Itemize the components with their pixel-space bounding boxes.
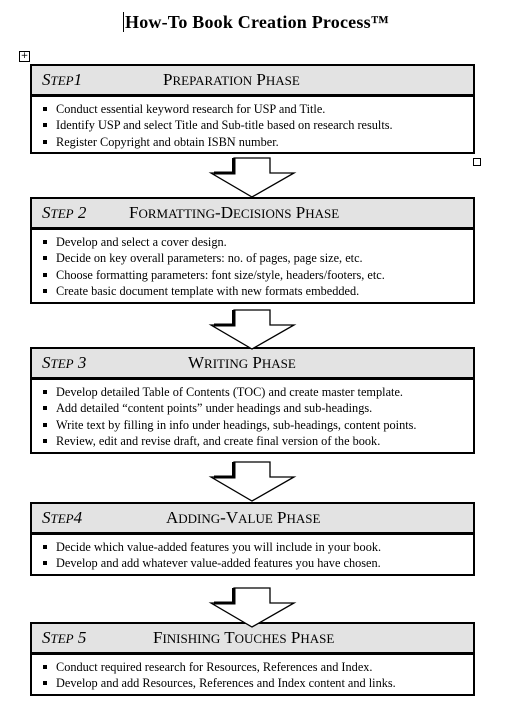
step-1	[30, 64, 475, 154]
step-body	[30, 96, 475, 154]
step-5	[30, 622, 475, 696]
bullet-list	[41, 101, 464, 150]
phase-title: FORMATTING-DECISIONS PHASE	[129, 203, 340, 222]
step-body	[30, 654, 475, 696]
step-2	[30, 197, 475, 304]
table-move-handle-icon[interactable]: +	[20, 51, 29, 61]
down-arrow-icon	[206, 461, 300, 503]
bullet-item: Develop and select a cover design.	[41, 234, 464, 250]
phase-title: WRITING PHASE	[188, 353, 296, 372]
bullet-list	[41, 384, 464, 450]
text-cursor	[123, 12, 124, 32]
bullet-list	[41, 234, 464, 300]
down-arrow-icon	[206, 309, 300, 351]
bullet-item: Conduct essential keyword research for USP and Title.	[41, 101, 464, 117]
bullet-item: Decide on key overall parameters: no. of pages, page size, etc.	[41, 250, 464, 266]
bullet-item: Review, edit and revise draft, and create final version of the book.	[41, 433, 464, 449]
bullet-item: Decide which value-added features you will include in your book.	[41, 539, 464, 555]
bullet-item: Choose formatting parameters: font size/style, headers/footers, etc.	[41, 267, 464, 283]
step-label: STEP 2	[42, 203, 87, 222]
bullet-item: Develop detailed Table of Contents (TOC) and create master template.	[41, 384, 464, 400]
bullet-item: Develop and add Resources, References and Index content and links.	[41, 675, 464, 691]
phase-title: PREPARATION PHASE	[163, 70, 300, 89]
bullet-item: Add detailed “content points” under headings and sub-headings.	[41, 400, 464, 416]
bullet-item: Register Copyright and obtain ISBN number.	[41, 134, 464, 150]
step-body	[30, 534, 475, 576]
step-label: STEP 5	[42, 628, 87, 647]
phase-title: ADDING-VALUE PHASE	[166, 508, 321, 527]
step-header	[30, 347, 475, 379]
step-label: STEP4	[42, 508, 83, 527]
bullet-item: Write text by filling in info under headings, sub-headings, content points.	[41, 417, 464, 433]
step-4	[30, 502, 475, 576]
table-resize-handle[interactable]	[473, 158, 481, 166]
bullet-item: Identify USP and select Title and Sub-title based on research results.	[41, 117, 464, 133]
down-arrow-icon	[206, 157, 300, 199]
bullet-item: Create basic document template with new formats embedded.	[41, 283, 464, 299]
document-title: How-To Book Creation Process™	[125, 12, 389, 32]
step-body	[30, 229, 475, 304]
bullet-list	[41, 659, 464, 692]
phase-title: FINISHING TOUCHES PHASE	[153, 628, 335, 647]
step-label: STEP1	[42, 70, 83, 89]
bullet-item: Conduct required research for Resources, References and Index.	[41, 659, 464, 675]
step-header	[30, 64, 475, 96]
bullet-list	[41, 539, 464, 572]
step-3	[30, 347, 475, 454]
step-body	[30, 379, 475, 454]
step-header	[30, 197, 475, 229]
bullet-item: Develop and add whatever value-added features you have chosen.	[41, 555, 464, 571]
down-arrow-icon	[206, 587, 300, 629]
step-label: STEP 3	[42, 353, 87, 372]
step-header	[30, 502, 475, 534]
